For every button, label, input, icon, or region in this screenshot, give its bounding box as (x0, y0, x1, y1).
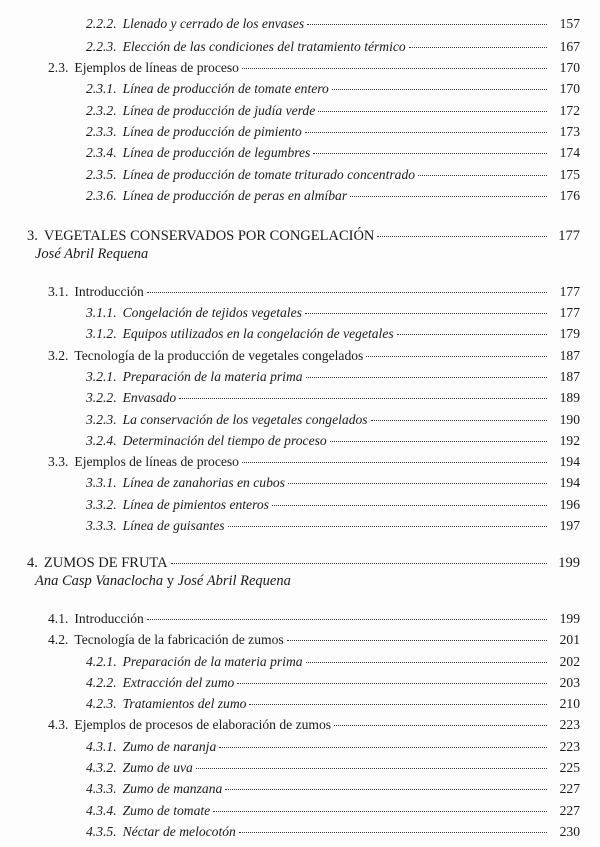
entry-title: Ejemplos de procesos de elaboración de zumos (74, 717, 332, 733)
chapter-4-heading[interactable] (27, 554, 580, 572)
dot-leader (334, 725, 547, 726)
entry-number: 3.2.1. (86, 368, 117, 384)
dot-leader (397, 334, 547, 335)
dot-leader (219, 747, 547, 748)
dot-leader (371, 420, 547, 421)
dot-leader (330, 441, 547, 442)
dot-leader (305, 132, 547, 133)
entry-page: 170 (559, 60, 580, 76)
entry-title: Zumo de uva (122, 760, 193, 776)
entry-page: 203 (559, 674, 580, 690)
entry-page: 157 (559, 16, 580, 32)
chapter-number: 4. (27, 554, 38, 571)
entry-number: 2.3.1. (86, 81, 117, 97)
dot-leader (196, 768, 547, 769)
entry-title: Elección de las condiciones del tratamiento térmico (122, 38, 406, 54)
dot-leader (171, 563, 547, 564)
toc-entry[interactable] (48, 283, 580, 301)
entry-number: 2.3.4. (86, 145, 117, 161)
entry-number: 3.3.3. (86, 518, 117, 534)
entry-title: Zumo de manzana (122, 781, 223, 797)
entry-page: 196 (559, 496, 580, 512)
dot-leader (249, 704, 547, 705)
dot-leader (228, 526, 547, 527)
author-name: José Abril Requena (177, 573, 291, 590)
entry-number: 3.2. (48, 347, 69, 363)
toc-entry[interactable] (86, 802, 580, 820)
entry-number: 3.2.3. (86, 411, 117, 427)
dot-leader (318, 111, 547, 112)
entry-number: 4.2.1. (86, 653, 117, 669)
entry-number: 3.1.2. (86, 326, 117, 342)
toc-entry[interactable] (86, 411, 580, 429)
toc-entry[interactable] (48, 610, 580, 628)
entry-title: Equipos utilizados en la congelación de vegetales (122, 326, 394, 342)
toc-entry[interactable] (86, 144, 580, 162)
entry-page: 192 (559, 432, 580, 448)
entry-page: 176 (559, 187, 580, 203)
chapter-page: 177 (558, 227, 580, 244)
toc-entry[interactable] (48, 453, 580, 471)
entry-page: 175 (559, 166, 580, 182)
entry-title: Línea de producción de tomate triturado concentrado (122, 166, 416, 182)
chapter-number: 3. (27, 227, 38, 244)
toc-entry[interactable] (86, 759, 580, 777)
entry-number: 4.2. (48, 632, 69, 648)
toc-entry[interactable] (86, 80, 580, 98)
entry-number: 2.2.3. (86, 38, 117, 54)
chapter-3-author: José Abril Requena (35, 245, 149, 262)
dot-leader (179, 398, 547, 399)
entry-number: 3.2.2. (86, 390, 117, 406)
entry-title: Línea de producción de judía verde (122, 102, 316, 118)
entry-page: 177 (559, 283, 580, 299)
chapter-title: VEGETALES CONSERVADOS POR CONGELACIÓN (43, 227, 375, 244)
entry-page: 173 (559, 123, 580, 139)
entry-number: 2.3. (48, 60, 69, 76)
entry-number: 3.2.4. (86, 432, 117, 448)
entry-page: 174 (559, 145, 580, 161)
entry-page: 227 (559, 781, 580, 797)
toc-entry[interactable] (86, 474, 580, 492)
toc-entry[interactable] (86, 325, 580, 343)
entry-number: 2.3.6. (86, 187, 117, 203)
chapter-3-heading[interactable] (27, 227, 580, 245)
entry-page: 167 (559, 38, 580, 54)
entry-page: 223 (559, 738, 580, 754)
toc-entry[interactable] (48, 347, 580, 365)
entry-page: 225 (559, 760, 580, 776)
entry-number: 2.3.5. (86, 166, 117, 182)
dot-leader (239, 832, 547, 833)
toc-entry[interactable] (86, 166, 580, 184)
entry-page: 170 (559, 81, 580, 97)
entry-title: Línea de producción de peras en almíbar (122, 187, 348, 203)
entry-title: Congelación de tejidos vegetales (122, 305, 302, 321)
toc-entry[interactable] (86, 496, 580, 514)
entry-title: Introducción (74, 610, 144, 626)
toc-entry[interactable] (86, 368, 580, 386)
toc-entry[interactable] (86, 695, 580, 713)
toc-entry[interactable] (48, 716, 580, 734)
entry-number: 4.2.3. (86, 696, 117, 712)
entry-page: 197 (559, 518, 580, 534)
dot-leader (225, 789, 547, 790)
toc-entry[interactable] (86, 38, 580, 56)
entry-number: 4.3.4. (86, 802, 117, 818)
dot-leader (287, 640, 547, 641)
toc-entry[interactable] (48, 631, 580, 649)
dot-leader (332, 89, 547, 90)
entry-number: 4.2.2. (86, 674, 117, 690)
toc-entry[interactable] (86, 823, 580, 841)
entry-title: La conservación de los vegetales congelados (122, 411, 368, 427)
dot-leader (366, 356, 547, 357)
entry-title: Tratamientos del zumo (122, 696, 247, 712)
dot-leader (237, 683, 547, 684)
entry-page: 227 (559, 802, 580, 818)
entry-page: 177 (559, 305, 580, 321)
entry-title: Línea de pimientos enteros (122, 496, 269, 512)
toc-entry[interactable] (86, 653, 580, 671)
toc-entry[interactable] (86, 304, 580, 322)
toc-entry[interactable] (86, 102, 580, 120)
chapter-page: 199 (558, 554, 580, 571)
entry-title: Introducción (74, 283, 144, 299)
entry-title: Tecnología de la fabricación de zumos (74, 632, 284, 648)
entry-title: Envasado (122, 390, 177, 406)
entry-title: Tecnología de la producción de vegetales congelados (74, 347, 364, 363)
entry-page: 194 (559, 475, 580, 491)
dot-leader (306, 662, 547, 663)
toc-entry[interactable] (86, 432, 580, 450)
entry-page: 223 (559, 717, 580, 733)
entry-number: 3.3.1. (86, 475, 117, 491)
entry-title: Determinación del tiempo de proceso (122, 432, 327, 448)
entry-title: Ejemplos de líneas de proceso (74, 60, 239, 76)
entry-page: 210 (559, 696, 580, 712)
dot-leader (350, 196, 547, 197)
entry-page: 194 (559, 454, 580, 470)
entry-title: Preparación de la materia prima (122, 653, 303, 669)
dot-leader (313, 153, 547, 154)
toc-entry[interactable] (86, 187, 580, 205)
dot-leader (242, 462, 547, 463)
entry-number: 4.3.3. (86, 781, 117, 797)
dot-leader (272, 505, 547, 506)
dot-leader (306, 377, 547, 378)
entry-title: Línea de guisantes (122, 518, 225, 534)
dot-leader (147, 292, 547, 293)
entry-number: 2.2.2. (86, 16, 117, 32)
dot-leader (242, 68, 547, 69)
author-conjunction: y (166, 573, 174, 590)
toc-entry[interactable] (86, 780, 580, 798)
entry-title: Extracción del zumo (122, 674, 235, 690)
entry-number: 3.3.2. (86, 496, 117, 512)
entry-number: 4.3.1. (86, 738, 117, 754)
entry-title: Línea de producción de tomate entero (122, 81, 329, 97)
chapter-4-authors (35, 572, 291, 590)
toc-entry[interactable] (48, 59, 580, 77)
toc-entry[interactable] (86, 738, 580, 756)
toc-entry[interactable] (86, 389, 580, 407)
entry-title: Zumo de naranja (122, 738, 217, 754)
entry-page: 187 (559, 347, 580, 363)
toc-entry[interactable] (86, 15, 580, 33)
dot-leader (213, 811, 547, 812)
entry-number: 4.1. (48, 610, 69, 626)
toc-entry[interactable] (86, 674, 580, 692)
dot-leader (377, 236, 547, 237)
entry-number: 4.3.2. (86, 760, 117, 776)
dot-leader (409, 47, 547, 48)
entry-page: 172 (559, 102, 580, 118)
entry-number: 2.3.3. (86, 123, 117, 139)
entry-page: 202 (559, 653, 580, 669)
chapter-title: ZUMOS DE FRUTA (43, 554, 168, 571)
entry-title: Línea de zanahorias en cubos (122, 475, 285, 491)
dot-leader (305, 313, 547, 314)
dot-leader (307, 24, 547, 25)
entry-page: 189 (559, 390, 580, 406)
entry-page: 199 (559, 610, 580, 626)
dot-leader (418, 175, 547, 176)
entry-number: 3.3. (48, 454, 69, 470)
entry-page: 201 (559, 632, 580, 648)
entry-title: Zumo de tomate (122, 802, 211, 818)
entry-title: Línea de producción de legumbres (122, 145, 311, 161)
entry-page: 187 (559, 368, 580, 384)
toc-entry[interactable] (86, 517, 580, 535)
entry-number: 2.3.2. (86, 102, 117, 118)
entry-title: Néctar de melocotón (122, 824, 236, 839)
entry-number: 4.3. (48, 717, 69, 733)
entry-number: 4.3.5. (86, 824, 117, 839)
entry-number: 3.1. (48, 283, 69, 299)
entry-page: 190 (559, 411, 580, 427)
entry-title: Línea de producción de pimiento (122, 123, 302, 139)
author-name: Ana Casp Vanaclocha (35, 573, 164, 590)
entry-page: 230 (559, 824, 580, 839)
entry-title: Ejemplos de líneas de proceso (74, 454, 239, 470)
toc-entry[interactable] (86, 123, 580, 141)
entry-title: Llenado y cerrado de los envases (122, 16, 305, 32)
entry-number: 3.1.1. (86, 305, 117, 321)
entry-page: 179 (559, 326, 580, 342)
dot-leader (147, 619, 547, 620)
dot-leader (288, 483, 547, 484)
entry-title: Preparación de la materia prima (122, 368, 303, 384)
